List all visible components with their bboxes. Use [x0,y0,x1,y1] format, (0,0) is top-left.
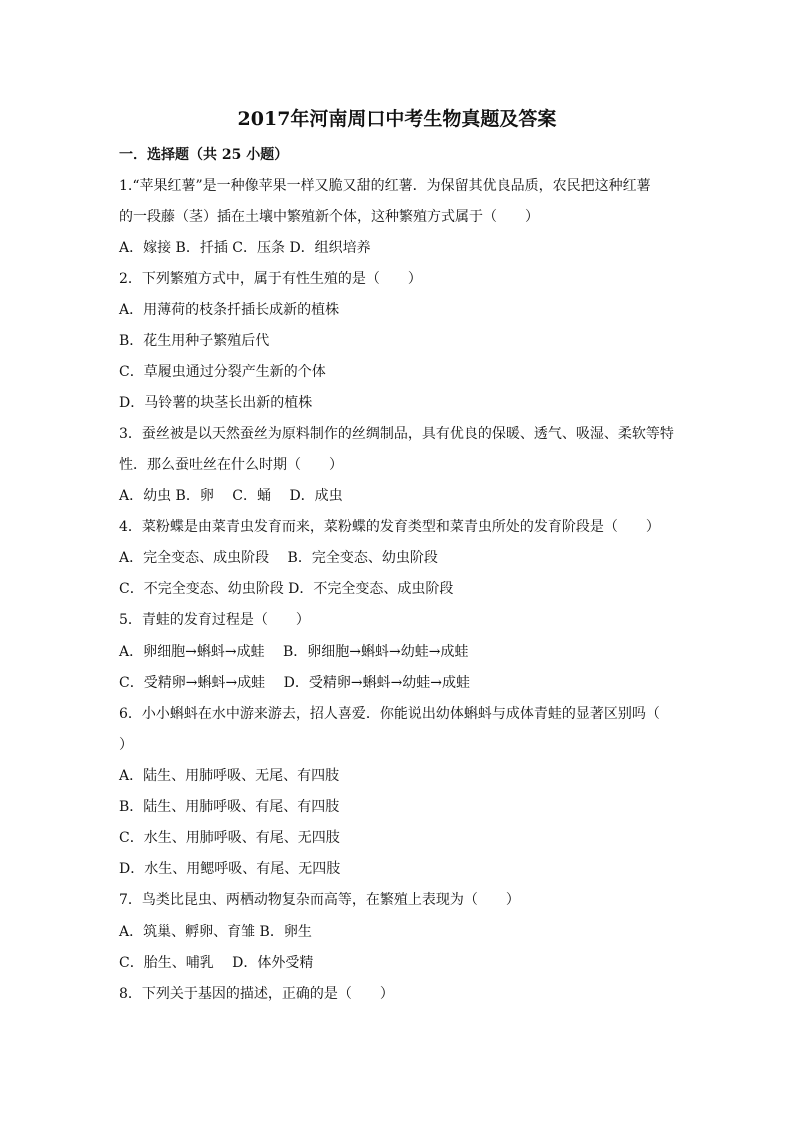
question-3-line-2: 性．那么蚕吐丝在什么时期（ ） [119,457,343,473]
question-7-options-ab: A．筑巢、孵卵、育雏 B．卵生 [119,924,312,940]
question-7-stem: 7．鸟类比昆虫、两栖动物复杂而高等，在繁殖上表现为（ ） [119,892,520,908]
question-6-option-a: A．陆生、用肺呼吸、无尾、有四肢 [119,768,340,784]
question-5-options-cd: C．受精卵→蝌蚪→成蛙 D．受精卵→蝌蚪→幼蛙→成蛙 [119,675,471,691]
question-6-line-2: ） [119,737,133,753]
question-2-option-a: A．用薄荷的枝条扦插长成新的植株 [119,302,340,318]
page-title: 2017年河南周口中考生物真题及答案 [237,108,557,130]
question-4-options-ab: A．完全变态、成虫阶段 B．完全变态、幼虫阶段 [119,550,438,566]
question-2-option-c: C．草履虫通过分裂产生新的个体 [119,364,326,380]
question-3-options: A．幼虫 B．卵 C．蛹 D．成虫 [119,488,343,504]
question-2-option-d: D．马铃薯的块茎长出新的植株 [119,395,313,411]
question-1-options: A．嫁接 B．扦插 C．压条 D．组织培养 [119,240,371,256]
question-3-line-1: 3．蚕丝被是以天然蚕丝为原料制作的丝绸制品，具有优良的保暖、透气、吸湿、柔软等特 [119,426,674,442]
question-1-line-1: 1.“苹果红薯”是一种像苹果一样又脆又甜的红薯．为保留其优良品质，农民把这种红薯 [119,178,651,194]
question-6-option-b: B．陆生、用肺呼吸、有尾、有四肢 [119,799,340,815]
question-8-stem: 8．下列关于基因的描述，正确的是（ ） [119,986,394,1002]
question-5-stem: 5．青蛙的发育过程是（ ） [119,612,310,628]
question-6-line-1: 6．小小蝌蚪在水中游来游去，招人喜爱．你能说出幼体蝌蚪与成体青蛙的显著区别吗（ [119,706,660,722]
question-4-options-cd: C．不完全变态、幼虫阶段 D．不完全变态、成虫阶段 [119,581,454,597]
question-6-option-d: D．水生、用鳃呼吸、有尾、无四肢 [119,861,341,877]
question-1-line-2: 的一段藤（茎）插在土壤中繁殖新个体，这种繁殖方式属于（ ） [119,209,539,225]
question-4-stem: 4．菜粉蝶是由菜青虫发育而来，菜粉蝶的发育类型和菜青虫所处的发育阶段是（ ） [119,519,660,535]
section-heading: 一．选择题（共 25 小题） [119,147,289,163]
question-2-option-b: B．花生用种子繁殖后代 [119,333,270,349]
question-7-options-cd: C．胎生、哺乳 D．体外受精 [119,955,314,971]
question-2-stem: 2．下列繁殖方式中，属于有性生殖的是（ ） [119,271,422,287]
question-5-options-ab: A．卵细胞→蝌蚪→成蛙 B．卵细胞→蝌蚪→幼蛙→成蛙 [119,644,469,660]
question-6-option-c: C．水生、用肺呼吸、有尾、无四肢 [119,830,340,846]
